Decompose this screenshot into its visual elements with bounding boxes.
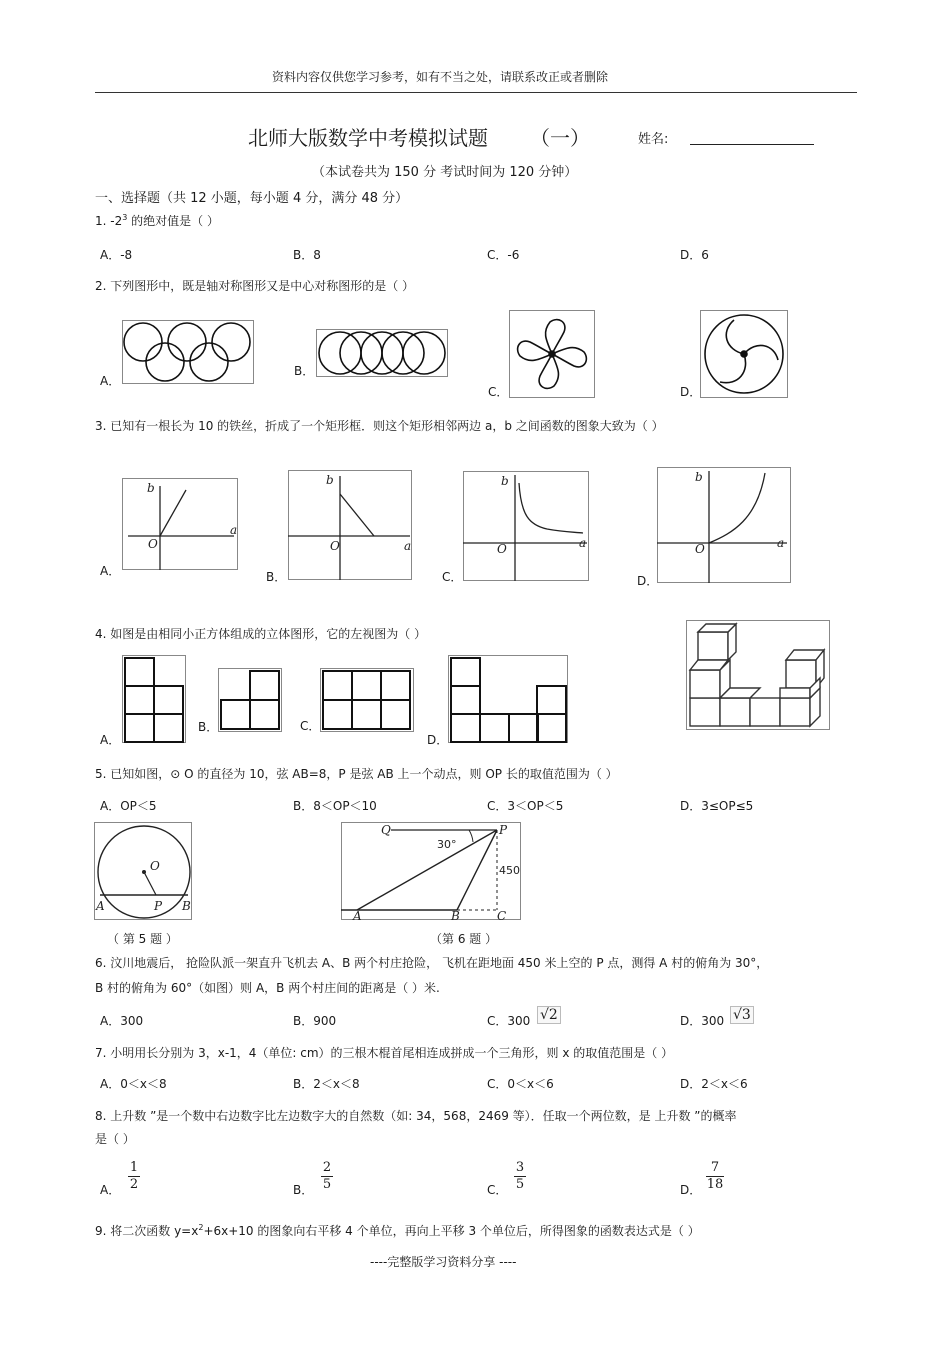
- q4-label-c[interactable]: C．: [300, 719, 321, 733]
- q7-option-d[interactable]: D．2＜x＜6: [680, 1077, 748, 1091]
- q2-figure-d-triskelion: [700, 310, 788, 398]
- q3d-b: b: [695, 470, 703, 484]
- q8-fraction-d: [706, 1160, 724, 1193]
- q3a-b: b: [147, 481, 155, 495]
- q2-label-d[interactable]: D．: [680, 385, 702, 399]
- q3c-o: O: [497, 542, 507, 556]
- q3d-a: a: [777, 536, 785, 550]
- q6-option-b[interactable]: B．900: [293, 1014, 337, 1028]
- q8-b-num: 2: [322, 1160, 332, 1175]
- q3-label-d[interactable]: D．: [637, 574, 659, 588]
- q7-option-a[interactable]: A．0＜x＜8: [100, 1077, 167, 1091]
- q1-option-b[interactable]: B．8: [293, 248, 321, 262]
- q6-option-a[interactable]: A．300: [100, 1014, 144, 1028]
- q3a-o: O: [148, 537, 158, 551]
- exam-title: 北师大版数学中考模拟试题: [248, 126, 488, 150]
- q6-line1: 6. 汶川地震后， 抢险队派一架直升飞机去 A、B 两个村庄抢险， 飞机在距地面 450 米上空的 P 点，测得 A 村的俯角为 30°，: [95, 956, 769, 970]
- q2-label-b[interactable]: B．: [294, 364, 315, 378]
- q3b-a: a: [404, 539, 412, 553]
- q8-fraction-c: [514, 1160, 526, 1193]
- exam-title-part: （一）: [530, 126, 590, 150]
- q2-figure-a-olympic-rings: [122, 320, 254, 384]
- q6-option-d-radical: √3: [730, 1006, 754, 1024]
- q2-label-c[interactable]: C．: [488, 385, 509, 399]
- q9-stem-pre: 9. 将二次函数 y=x: [95, 1224, 199, 1238]
- q8-fraction-a: [128, 1160, 140, 1193]
- q4-view-b: [218, 668, 282, 732]
- q6-label-c: C: [497, 909, 507, 923]
- q7-option-c[interactable]: C．0＜x＜6: [487, 1077, 554, 1091]
- q2-label-a[interactable]: A．: [100, 374, 121, 388]
- footer-text: ----完整版学习资料分享 ----: [370, 1255, 517, 1269]
- q9-sup: 2: [198, 1223, 204, 1232]
- q3-label-b[interactable]: B．: [266, 570, 287, 584]
- q8-b-den: 5: [322, 1177, 332, 1192]
- q8-label-c[interactable]: C．: [487, 1183, 508, 1197]
- q1-option-a[interactable]: A．-8: [100, 248, 133, 262]
- q8-c-num: 3: [515, 1160, 525, 1175]
- q5-label-b-pt: B: [182, 899, 191, 913]
- q6-label-p: P: [499, 823, 508, 837]
- q3c-b: b: [501, 474, 509, 488]
- q4-view-c: [320, 668, 414, 732]
- q8-line1: 8. 上升数 ”是一个数中右边数字比左边数字大的自然数（如: 34，568，2469 等）．任取一个两位数，是 上升数 ”的概率: [95, 1109, 737, 1123]
- q8-label-d[interactable]: D．: [680, 1183, 702, 1197]
- q3b-o: O: [330, 539, 340, 553]
- q1-option-c[interactable]: C．-6: [487, 248, 520, 262]
- q6-label-angle: 30°: [437, 838, 457, 851]
- q5-option-b[interactable]: B．8＜OP＜10: [293, 799, 377, 813]
- q1-stem-pre: 1. -2: [95, 214, 123, 228]
- q4-label-d[interactable]: D．: [427, 733, 449, 747]
- q4-view-a: [122, 655, 186, 743]
- q6-line2: B 村的俯角为 60°（如图）则 A，B 两个村庄间的距离是（ ）米.: [95, 981, 440, 995]
- q8-line2: 是（ ）: [95, 1132, 135, 1146]
- q4-label-a[interactable]: A．: [100, 733, 121, 747]
- q5-option-c[interactable]: C．3＜OP＜5: [487, 799, 564, 813]
- q7-option-b[interactable]: B．2＜x＜8: [293, 1077, 360, 1091]
- q5-option-a[interactable]: A．OP＜5: [100, 799, 157, 813]
- q6-option-c-radical: √2: [537, 1006, 561, 1024]
- name-label: 姓名:: [638, 132, 669, 147]
- q6-label-b: B: [451, 909, 460, 923]
- q8-d-num: 7: [710, 1160, 720, 1175]
- q5-stem: 5. 已知如图，⊙ O 的直径为 10，弦 AB=8，P 是弦 AB 上一个动点，则 OP 长的取值范围为（ ）: [95, 767, 618, 781]
- q3a-a: a: [230, 523, 238, 537]
- q3d-o: O: [695, 542, 705, 556]
- q5-caption: （ 第 5 题 ）: [107, 932, 178, 946]
- q2-figure-b-chain-rings: [316, 329, 448, 377]
- q3-graph-c: [463, 471, 589, 581]
- q2-figure-c-pinwheel: [509, 310, 595, 398]
- q8-d-den: 18: [706, 1177, 724, 1192]
- q4-view-d: [448, 655, 568, 743]
- header-note: 资料内容仅供您学习参考，如有不当之处，请联系改正或者删除: [272, 70, 609, 84]
- name-blank[interactable]: [690, 144, 814, 145]
- q3b-b: b: [326, 473, 334, 487]
- q1-stem: [95, 212, 219, 229]
- q3-label-a[interactable]: A．: [100, 564, 121, 578]
- q8-a-num: 1: [129, 1160, 139, 1175]
- q6-label-q: Q: [381, 823, 391, 837]
- q3-graph-d: [657, 467, 791, 583]
- q4-label-b[interactable]: B．: [198, 720, 219, 734]
- q5-label-a-pt: A: [96, 899, 105, 913]
- q1-stem-post: 的绝对值是（ ）: [127, 214, 219, 228]
- section-heading: 一、选择题（共 12 小题，每小题 4 分，满分 48 分）: [95, 191, 409, 206]
- q1-option-d[interactable]: D．6: [680, 248, 709, 262]
- q4-stem: 4. 如图是由相同小正方体组成的立体图形，它的左视图为（ ）: [95, 627, 427, 641]
- q3c-a: a: [579, 536, 587, 550]
- q2-stem: 2. 下列图形中，既是轴对称图形又是中心对称图形的是（ ）: [95, 279, 415, 293]
- q6-caption: （第 6 题 ）: [430, 932, 498, 946]
- q6-triangle-figure: [341, 822, 521, 923]
- q4-solid-figure: [686, 620, 830, 730]
- q1-sup: 3: [122, 213, 128, 222]
- q8-fraction-b: [321, 1160, 333, 1193]
- q5-label-o: O: [150, 859, 160, 873]
- q9-stem: [95, 1222, 700, 1239]
- q3-graph-b: [288, 470, 412, 580]
- q5-circle-figure: [94, 822, 192, 920]
- q3-stem: 3. 已知有一根长为 10 的铁丝，折成了一个矩形框．则这个矩形相邻两边 a，b 之间函数的图象大致为（ ）: [95, 419, 664, 433]
- q8-label-a[interactable]: A．: [100, 1183, 121, 1197]
- q3-graph-a: [122, 478, 238, 570]
- q8-label-b[interactable]: B．: [293, 1183, 314, 1197]
- q6-option-c[interactable]: C．300: [487, 1014, 531, 1028]
- q8-a-den: 2: [129, 1177, 139, 1192]
- q6-label-a: A: [353, 909, 362, 923]
- q7-stem: 7. 小明用长分别为 3，x-1，4（单位: cm）的三根木棍首尾相连成拼成一个三角形，则 x 的取值范围是（ ）: [95, 1046, 674, 1060]
- q5-option-d[interactable]: D．3≤OP≤5: [680, 799, 754, 813]
- q6-option-d[interactable]: D．300: [680, 1014, 725, 1028]
- header-rule: [95, 92, 857, 93]
- q6-label-height: 450: [499, 864, 520, 877]
- q9-stem-post: +6x+10 的图象向右平移 4 个单位，再向上平移 3 个单位后，所得图象的函数表达式是（ ）: [203, 1224, 700, 1238]
- q8-c-den: 5: [515, 1177, 525, 1192]
- exam-subtitle: （本试卷共为 150 分 考试时间为 120 分钟）: [312, 165, 578, 180]
- q5-label-p: P: [154, 899, 163, 913]
- q3-label-c[interactable]: C．: [442, 570, 463, 584]
